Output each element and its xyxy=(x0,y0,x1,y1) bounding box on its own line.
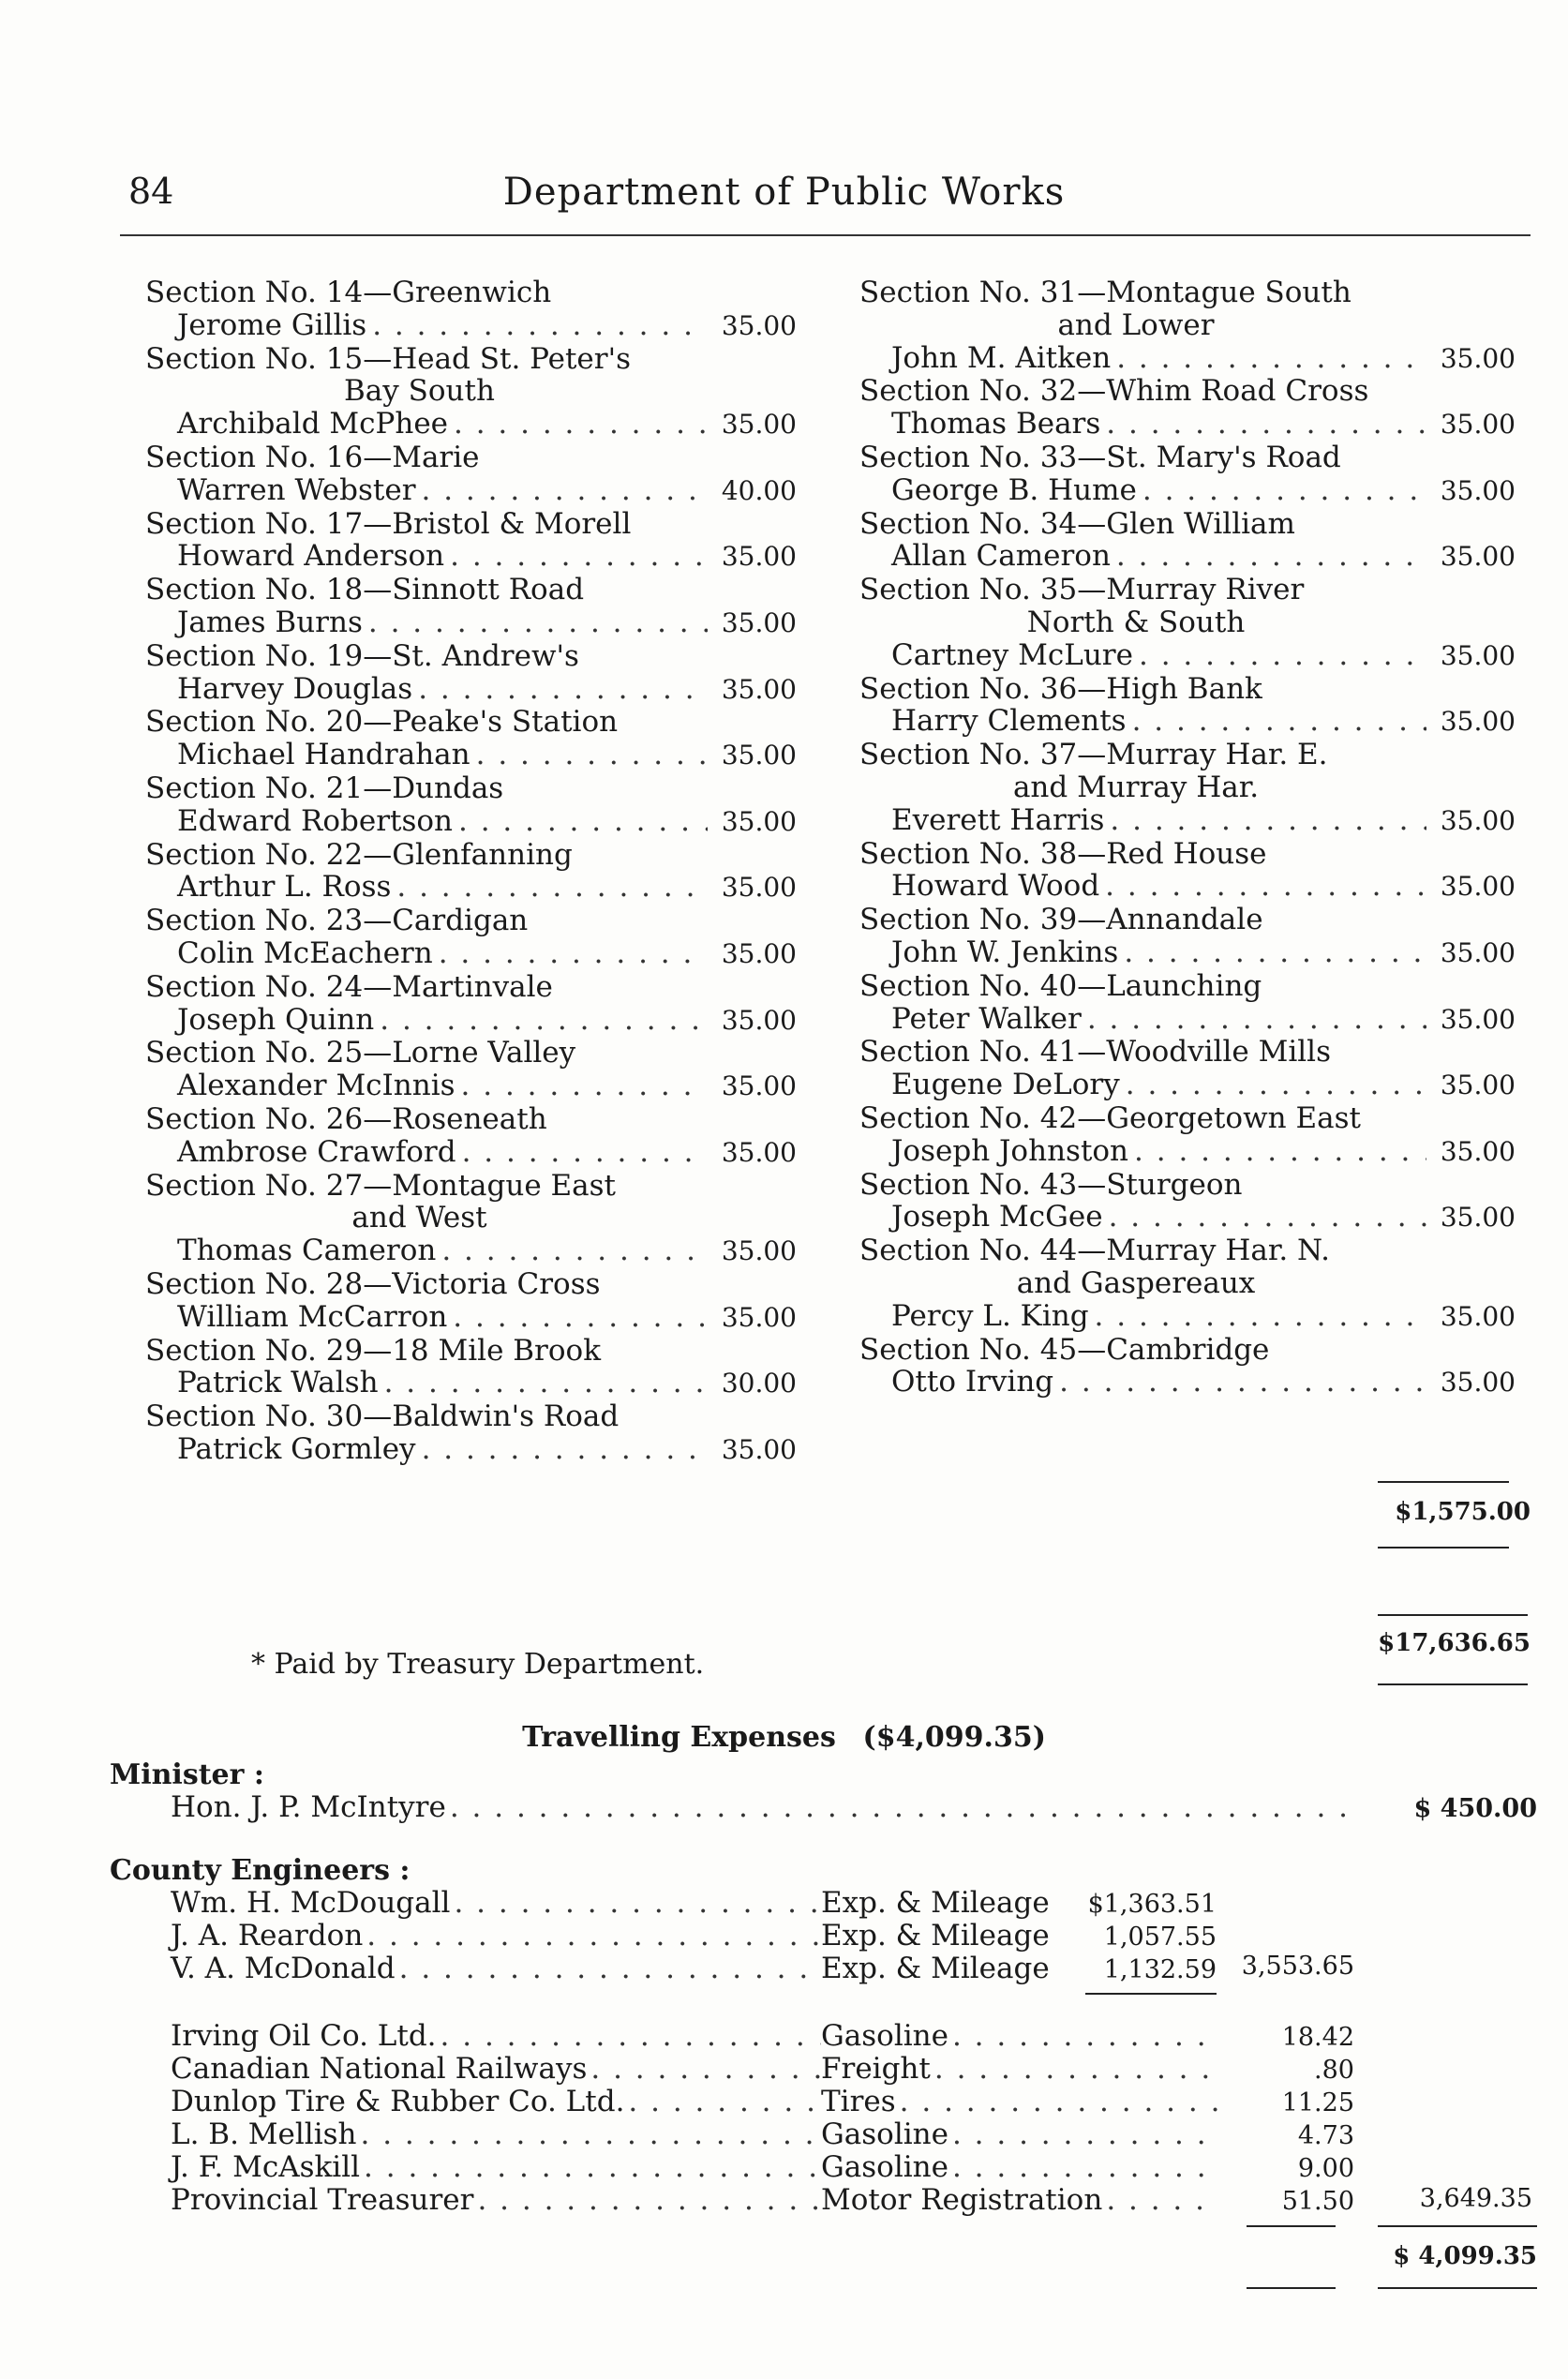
section-entry xyxy=(145,739,797,772)
section-heading: Section No. 27—Montague East xyxy=(145,1168,616,1203)
leader-dots xyxy=(357,2117,822,2151)
expense-description xyxy=(821,2183,1218,2217)
section-entry xyxy=(859,804,1516,838)
person-name: Eugene DeLory xyxy=(891,1068,1120,1102)
person-name: Arthur L. Ross xyxy=(177,870,392,905)
leader-dots xyxy=(931,2052,1218,2086)
leader-dots xyxy=(1118,936,1426,969)
expense-row xyxy=(171,2183,821,2217)
expense-row xyxy=(171,2150,821,2184)
others-total: 3,649.35 xyxy=(1419,2184,1532,2213)
expense-row xyxy=(171,2085,821,2118)
expense-description xyxy=(821,1919,1078,1953)
section-entry xyxy=(145,1433,797,1467)
leader-dots xyxy=(1089,1300,1426,1333)
amount: 35.00 xyxy=(721,1433,797,1465)
expense-description xyxy=(821,1886,1078,1920)
amount: 35.00 xyxy=(1440,639,1516,671)
section-heading: Section No. 42—Georgetown East xyxy=(859,1100,1361,1135)
section-entry xyxy=(859,870,1516,904)
person-name: Ambrose Crawford xyxy=(177,1134,456,1169)
amount: 35.00 xyxy=(721,606,797,638)
leader-dots xyxy=(448,408,708,441)
person-name: Howard Wood xyxy=(891,869,1100,904)
section-heading: Section No. 32—Whim Road Cross xyxy=(859,374,1369,409)
leader-dots xyxy=(444,540,708,573)
amount: 35.00 xyxy=(1440,1135,1516,1167)
section-entry xyxy=(145,606,797,640)
leader-dots xyxy=(416,474,708,507)
leader-dots xyxy=(1137,474,1426,507)
description-text: Motor Registration xyxy=(821,2183,1103,2217)
amount: 35.00 xyxy=(721,1235,797,1267)
person-name: Jerome Gillis xyxy=(177,307,367,342)
payee-name: J. F. McAskill xyxy=(171,2150,361,2184)
amount: 30.00 xyxy=(721,1368,797,1399)
minister-label: Minister : xyxy=(110,1758,264,1791)
section-entry xyxy=(859,705,1516,739)
amount: 35.00 xyxy=(1440,706,1516,738)
section-heading-continued: Bay South xyxy=(344,374,495,409)
amount: 35.00 xyxy=(1440,342,1516,374)
leader-dots xyxy=(1082,1003,1426,1036)
person-name: George B. Hume xyxy=(891,472,1137,507)
expense-amount: 1,057.55 xyxy=(1103,1923,1217,1952)
leader-dots xyxy=(1100,408,1426,441)
section-heading: Section No. 45—Cambridge xyxy=(859,1332,1270,1367)
section-heading: Section No. 34—Glen William xyxy=(859,506,1295,541)
expense-description xyxy=(821,2019,1218,2053)
person-name: Joseph McGee xyxy=(891,1200,1103,1234)
expense-row xyxy=(171,2019,821,2053)
section-heading: Section No. 15—Head St. Peter's xyxy=(145,341,632,376)
leader-dots xyxy=(360,2150,821,2184)
person-name: Thomas Cameron xyxy=(177,1234,437,1268)
minister-amount: $ 450.00 xyxy=(1413,1794,1537,1823)
section-heading-continued: North & South xyxy=(1026,605,1246,639)
section-heading: Section No. 18—Sinnott Road xyxy=(145,573,585,607)
amount: 35.00 xyxy=(721,1070,797,1102)
leader-dots xyxy=(1111,540,1426,573)
engineers-label: County Engineers : xyxy=(110,1854,411,1887)
payee-name: L. B. Mellish xyxy=(171,2117,357,2151)
page-title: Department of Public Works xyxy=(502,171,1066,214)
expense-amount: 4.73 xyxy=(1297,2121,1354,2150)
leader-dots xyxy=(473,2183,821,2217)
expense-description xyxy=(821,2150,1218,2184)
leader-dots xyxy=(433,937,708,970)
section-entry xyxy=(859,342,1516,376)
leader-dots xyxy=(1127,705,1426,738)
section-entry xyxy=(145,1367,797,1400)
leader-dots xyxy=(1133,639,1426,672)
section-entry xyxy=(145,1234,797,1268)
footnote: * Paid by Treasury Department. xyxy=(251,1648,705,1681)
travelling-title xyxy=(0,1721,1568,1754)
leader-dots xyxy=(1099,870,1426,903)
amount: 35.00 xyxy=(721,805,797,837)
person-name: Howard Anderson xyxy=(177,539,445,574)
leader-dots xyxy=(896,2085,1218,2118)
leader-dots xyxy=(1103,1201,1426,1234)
amount: 35.00 xyxy=(721,409,797,441)
person-name: Alexander McInnis xyxy=(177,1069,455,1103)
amount: 35.00 xyxy=(1440,1003,1516,1035)
section-entry xyxy=(145,1136,797,1170)
payee-name: Wm. H. McDougall xyxy=(171,1886,451,1920)
section-entry xyxy=(859,474,1516,508)
leader-dots xyxy=(366,309,708,342)
leader-dots xyxy=(948,2150,1218,2184)
section-entry xyxy=(145,1070,797,1103)
grand-total: $17,636.65 xyxy=(1378,1629,1531,1657)
leader-dots xyxy=(391,871,708,904)
section-entry xyxy=(145,805,797,839)
amount: 35.00 xyxy=(1440,541,1516,573)
travelling-title-text: Travelling Expenses xyxy=(522,1721,836,1754)
left-column xyxy=(145,277,797,1467)
section-heading: Section No. 43—Sturgeon xyxy=(859,1167,1243,1202)
person-name: Joseph Johnston xyxy=(891,1133,1129,1168)
leader-dots xyxy=(948,2117,1218,2151)
section-heading: Section No. 40—Launching xyxy=(859,968,1262,1003)
right-column xyxy=(859,277,1516,1399)
person-name: William McCarron xyxy=(177,1299,448,1334)
leader-dots xyxy=(1104,804,1426,837)
description-text: Gasoline xyxy=(821,2117,948,2151)
section-heading: Section No. 20—Peake's Station xyxy=(145,705,619,740)
section-heading: Section No. 14—Greenwich xyxy=(145,276,552,309)
section-heading: Section No. 44—Murray Har. N. xyxy=(859,1234,1331,1268)
amount: 40.00 xyxy=(721,474,797,506)
section-entry xyxy=(145,540,797,574)
person-name: Everett Harris xyxy=(891,802,1105,837)
person-name: Michael Handrahan xyxy=(177,738,470,772)
leader-dots xyxy=(363,606,708,639)
payee-name: Dunlop Tire & Rubber Co. Ltd. xyxy=(171,2085,625,2118)
section-heading: Section No. 23—Cardigan xyxy=(145,904,529,938)
section-heading: Section No. 26—Roseneath xyxy=(145,1101,547,1136)
amount: 35.00 xyxy=(1440,936,1516,968)
section-entry xyxy=(859,408,1516,441)
subtotal-rule-top xyxy=(1378,1481,1509,1483)
final-rule-bottom xyxy=(1247,2287,1336,2289)
section-entry xyxy=(145,1301,797,1335)
person-name: Patrick Walsh xyxy=(177,1366,379,1400)
section-heading-continued: and West xyxy=(351,1201,487,1235)
expense-amount: 11.25 xyxy=(1281,2088,1354,2117)
leader-dots xyxy=(1102,2183,1218,2217)
description-text: Gasoline xyxy=(821,2019,948,2053)
leader-dots xyxy=(446,1790,1361,1824)
grand-total-rule-bottom xyxy=(1378,1683,1528,1685)
leader-dots xyxy=(379,1367,708,1399)
person-name: Peter Walker xyxy=(891,1001,1082,1036)
section-entry xyxy=(859,639,1516,673)
leader-dots xyxy=(455,1070,708,1102)
expense-amount: 51.50 xyxy=(1281,2187,1354,2216)
section-heading: Section No. 24—Martinvale xyxy=(145,969,553,1004)
payee-name: Provincial Treasurer xyxy=(171,2183,474,2217)
section-entry xyxy=(145,937,797,971)
expense-description xyxy=(821,2117,1218,2151)
grand-total-rule-top xyxy=(1378,1614,1528,1616)
leader-dots xyxy=(456,1136,708,1169)
expense-amount: .80 xyxy=(1314,2056,1354,2085)
payee-name: Irving Oil Co. Ltd. xyxy=(171,2019,437,2053)
leader-dots xyxy=(1111,342,1426,375)
section-heading: Section No. 31—Montague South xyxy=(859,276,1351,309)
section-heading: Section No. 39—Annandale xyxy=(859,903,1263,937)
minister-row xyxy=(171,1790,1361,1824)
leader-dots xyxy=(450,1886,821,1920)
minister-name: Hon. J. P. McIntyre xyxy=(171,1790,446,1824)
leader-dots xyxy=(363,1919,821,1953)
expense-row xyxy=(171,1919,821,1953)
section-heading: Section No. 41—Woodville Mills xyxy=(859,1035,1331,1070)
description-text: Freight xyxy=(821,2052,931,2086)
amount: 35.00 xyxy=(721,937,797,969)
engineers-total: 3,553.65 xyxy=(1241,1952,1354,1981)
payee-name: J. A. Reardon xyxy=(171,1919,364,1953)
expense-amount: 18.42 xyxy=(1281,2023,1354,2052)
section-heading: Section No. 38—Red House xyxy=(859,836,1267,871)
leader-dots xyxy=(624,2085,821,2118)
amount: 35.00 xyxy=(1440,804,1516,836)
leader-dots xyxy=(374,1004,708,1037)
person-name: Thomas Bears xyxy=(891,407,1101,441)
amount: 35.00 xyxy=(1440,474,1516,506)
section-heading: Section No. 28—Victoria Cross xyxy=(145,1266,601,1301)
expense-amount: $1,363.51 xyxy=(1087,1890,1217,1919)
amount: 35.00 xyxy=(1440,1367,1516,1399)
page-number: 84 xyxy=(128,171,174,212)
section-heading: Section No. 21—Dundas xyxy=(145,771,504,805)
final-total-rule-bottom xyxy=(1378,2287,1537,2289)
leader-dots xyxy=(396,1952,821,1985)
leader-dots xyxy=(948,2019,1218,2053)
expense-amount: 9.00 xyxy=(1297,2154,1354,2183)
section-entry xyxy=(859,1069,1516,1102)
section-heading-continued: and Murray Har. xyxy=(1012,770,1260,804)
section-entry xyxy=(859,1201,1516,1234)
person-name: John M. Aitken xyxy=(891,340,1112,375)
payee-name: Canadian National Railways xyxy=(171,2052,588,2086)
leader-dots xyxy=(437,2019,821,2053)
amount: 35.00 xyxy=(721,673,797,705)
expense-row xyxy=(171,2052,821,2086)
expense-row xyxy=(171,1952,821,1985)
final-total: $ 4,099.35 xyxy=(1393,2242,1537,2270)
person-name: Percy L. King xyxy=(891,1298,1089,1333)
payee-name: V. A. McDonald xyxy=(171,1952,396,1985)
leader-dots xyxy=(1053,1366,1426,1399)
final-rule-top xyxy=(1247,2225,1336,2227)
amount: 35.00 xyxy=(721,309,797,341)
section-heading: Section No. 25—Lorne Valley xyxy=(145,1036,576,1070)
leader-dots xyxy=(453,805,708,838)
leader-dots xyxy=(1120,1069,1426,1101)
leader-dots xyxy=(1128,1135,1426,1168)
leader-dots xyxy=(587,2052,821,2086)
person-name: Patrick Gormley xyxy=(177,1431,416,1466)
amount: 35.00 xyxy=(1440,1202,1516,1234)
section-entry xyxy=(145,673,797,707)
section-heading-continued: and Gaspereaux xyxy=(1016,1265,1256,1300)
amount: 35.00 xyxy=(721,1301,797,1333)
description-text: Gasoline xyxy=(821,2150,948,2184)
person-name: Harvey Douglas xyxy=(177,671,413,706)
section-heading: Section No. 36—High Bank xyxy=(859,671,1262,706)
section-entry xyxy=(859,1300,1516,1334)
person-name: Archibald McPhee xyxy=(177,407,449,441)
expense-row xyxy=(171,1886,821,1920)
person-name: Joseph Quinn xyxy=(177,1002,375,1037)
section-heading-continued: and Lower xyxy=(1057,307,1215,342)
subtotal-rule-bottom xyxy=(1378,1547,1509,1549)
leader-dots xyxy=(470,739,708,771)
person-name: James Burns xyxy=(177,605,363,639)
section-entry xyxy=(859,936,1516,970)
expense-row xyxy=(171,2117,821,2151)
section-heading: Section No. 22—Glenfanning xyxy=(145,837,573,872)
section-entry xyxy=(145,474,797,508)
amount: 35.00 xyxy=(721,1136,797,1168)
section-heading: Section No. 33—St. Mary's Road xyxy=(859,440,1341,474)
amount: 35.00 xyxy=(721,740,797,771)
section-heading: Section No. 17—Bristol & Morell xyxy=(145,506,632,541)
header-rule xyxy=(120,234,1531,236)
person-name: Cartney McLure xyxy=(891,637,1133,672)
section-entry xyxy=(859,540,1516,574)
amount: 35.00 xyxy=(1440,871,1516,903)
description-text: Tires xyxy=(821,2085,896,2118)
section-heading: Section No. 29—18 Mile Brook xyxy=(145,1333,601,1368)
expense-description xyxy=(821,2085,1218,2118)
amount: 35.00 xyxy=(721,872,797,904)
section-entry xyxy=(859,1366,1516,1399)
section-entry xyxy=(859,1135,1516,1169)
expense-amount: 1,132.59 xyxy=(1103,1955,1217,1984)
description-text: Exp. & Mileage xyxy=(821,1952,1050,1985)
leader-dots xyxy=(412,673,708,706)
leader-dots xyxy=(447,1301,708,1334)
amount: 35.00 xyxy=(1440,1300,1516,1332)
person-name: Otto Irving xyxy=(891,1365,1054,1399)
section-entry xyxy=(145,871,797,905)
expense-description xyxy=(821,1952,1078,1985)
section-heading: Section No. 16—Marie xyxy=(145,440,480,474)
section-heading: Section No. 30—Baldwin's Road xyxy=(145,1399,620,1434)
section-heading: Section No. 37—Murray Har. E. xyxy=(859,738,1328,772)
subtotal: $1,575.00 xyxy=(1395,1498,1531,1526)
person-name: Allan Cameron xyxy=(891,539,1111,574)
person-name: John W. Jenkins xyxy=(891,935,1119,969)
amount: 35.00 xyxy=(1440,409,1516,441)
description-text: Exp. & Mileage xyxy=(821,1886,1050,1920)
travelling-title-amount: ($4,099.35) xyxy=(862,1721,1046,1754)
section-heading: Section No. 35—Murray River xyxy=(859,573,1305,607)
final-total-rule-top xyxy=(1378,2225,1537,2227)
expense-description xyxy=(821,2052,1218,2086)
section-entry xyxy=(145,408,797,441)
leader-dots xyxy=(436,1234,708,1267)
section-entry xyxy=(145,1004,797,1038)
person-name: Warren Webster xyxy=(177,472,416,507)
description-text: Exp. & Mileage xyxy=(821,1919,1050,1953)
person-name: Edward Robertson xyxy=(177,803,454,838)
person-name: Colin McEachern xyxy=(177,935,433,970)
amount: 35.00 xyxy=(721,541,797,573)
leader-dots xyxy=(416,1433,708,1466)
person-name: Harry Clements xyxy=(891,704,1127,739)
engineers-rule xyxy=(1085,1993,1217,1995)
section-entry xyxy=(859,1003,1516,1037)
amount: 35.00 xyxy=(721,1004,797,1036)
section-heading: Section No. 19—St. Andrew's xyxy=(145,638,579,673)
amount: 35.00 xyxy=(1440,1070,1516,1101)
section-entry xyxy=(145,309,797,343)
